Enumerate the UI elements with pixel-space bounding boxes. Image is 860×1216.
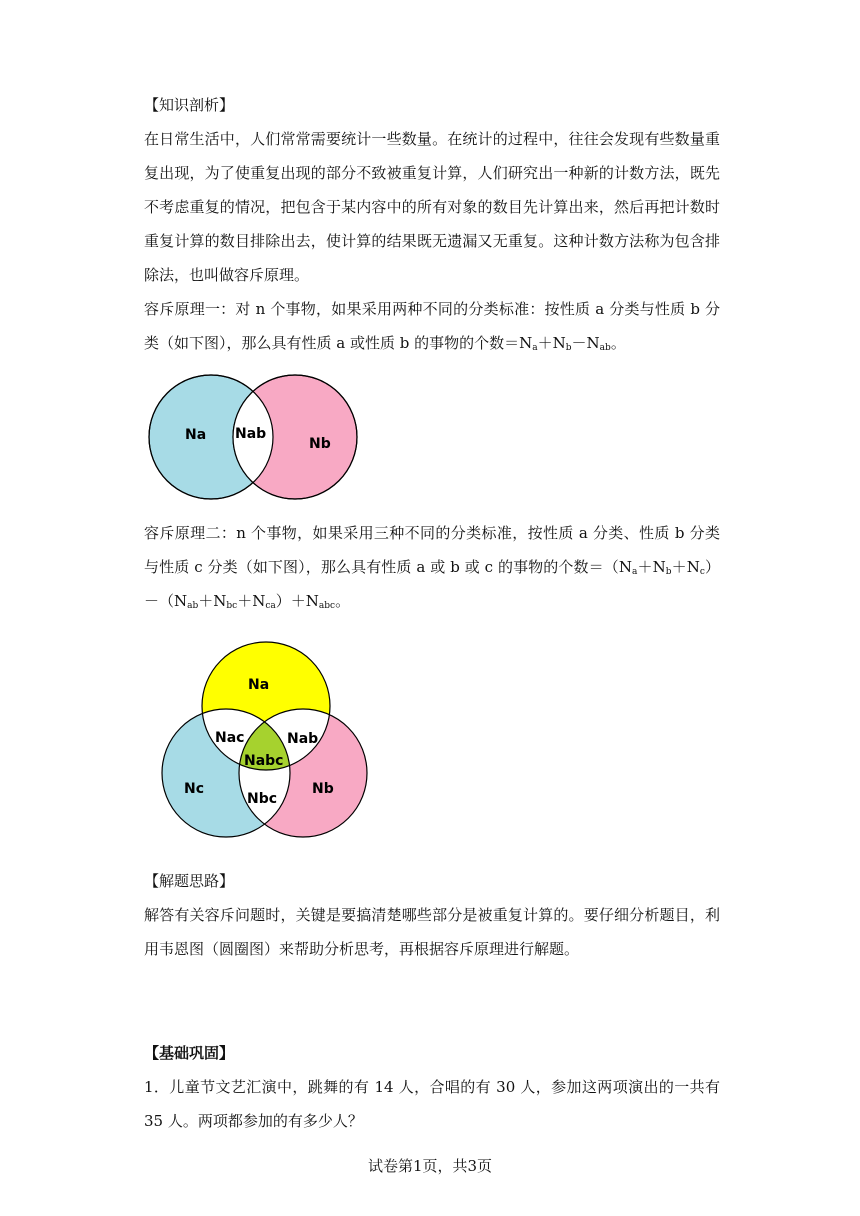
label-nac: Nac [215,730,245,746]
venn-diagram-two-sets [148,372,360,504]
formula-sub: ca [265,601,276,611]
formula-sub: b [665,567,672,577]
formula-n: N [586,334,600,352]
formula-end: 。 [610,334,626,352]
formula-end: 。 [335,592,351,610]
label-nbc: Nbc [247,791,278,807]
formula-n: N [618,558,632,576]
venn-diagram-three-sets [158,640,374,844]
formula-n: N [174,592,188,610]
principle1-paragraph [144,292,720,360]
formula-sub: a [631,567,638,577]
formula-op: ＋ [671,558,687,576]
label-nc: Nc [184,781,205,797]
label-na: Na [248,677,270,693]
label-nb: Nb [312,781,334,797]
formula-n: N [552,334,566,352]
knowledge-heading: 【知识剖析】 [144,96,235,114]
question-1: 1．儿童节文艺汇演中，跳舞的有 14 人，合唱的有 30 人，参加这两项演出的一共有 35 人。两项都参加的有多少人？ [144,1078,720,1130]
page-footer: 试卷第1页，共3页 [367,1157,493,1175]
principle2-text: 容斥原理二：n 个事物，如果采用三种不同的分类标准，按性质 a 分类、性质 b 分类与性质 c 分类（如下图），那么具有性质 a 或 b 或 c 的事物的个数＝（ [144,524,720,576]
formula-n: N [305,592,319,610]
formula-n: N [213,592,227,610]
formula-op: ＋ [637,558,653,576]
formula-op: － [571,334,587,352]
label-nb: Nb [309,436,331,452]
basic-heading: 【基础巩固】 [144,1044,235,1062]
formula-n: N [252,592,266,610]
formula-sub: bc [226,601,238,611]
method-heading: 【解题思路】 [144,872,235,890]
label-nab: Nab [235,426,267,442]
label-nab: Nab [287,731,319,747]
label-na: Na [185,427,207,443]
formula-op: ）＋ [275,592,306,610]
formula-sub: c [699,567,705,577]
formula-op: ）－（ [144,558,720,610]
formula-sub: a [532,343,538,353]
formula-sub: abc [318,601,336,611]
formula-sub: b [565,343,572,353]
formula-n: N [519,334,533,352]
intro-paragraph: 在日常生活中，人们常常需要统计一些数量。在统计的过程中，往往会发现有些数量重复出现，为了使重复出现的部分不致被重复计算，人们研究出一种新的计数方法，既先不考虑重复的情况，把包含于某内容中的所有对象的数目先计算出来，然后再把计数时重复计算的数目排除出去，使计算的结果既无遗漏又无重复。这种计数方法称为包含排除法，也叫做容斥原理。 [144,130,720,284]
method-paragraph: 解答有关容斥问题时，关键是要搞清楚哪些部分是被重复计算的。要仔细分析题目，利用韦恩图（圆圈图）来帮助分析思考，再根据容斥原理进行解题。 [144,906,720,958]
formula-op: ＋ [537,334,553,352]
formula-sub: ab [187,601,199,611]
label-nabc: Nabc [244,753,284,769]
formula-n: N [686,558,700,576]
formula-op: ＋ [237,592,253,610]
principle2-paragraph [144,516,720,618]
formula-n: N [652,558,666,576]
formula-op: ＋ [198,592,214,610]
principle1-text: 容斥原理一：对 n 个事物，如果采用两种不同的分类标准：按性质 a 分类与性质 b 分类（如下图），那么具有性质 a 或性质 b 的事物的个数＝ [144,300,720,352]
formula-sub: ab [599,343,611,353]
